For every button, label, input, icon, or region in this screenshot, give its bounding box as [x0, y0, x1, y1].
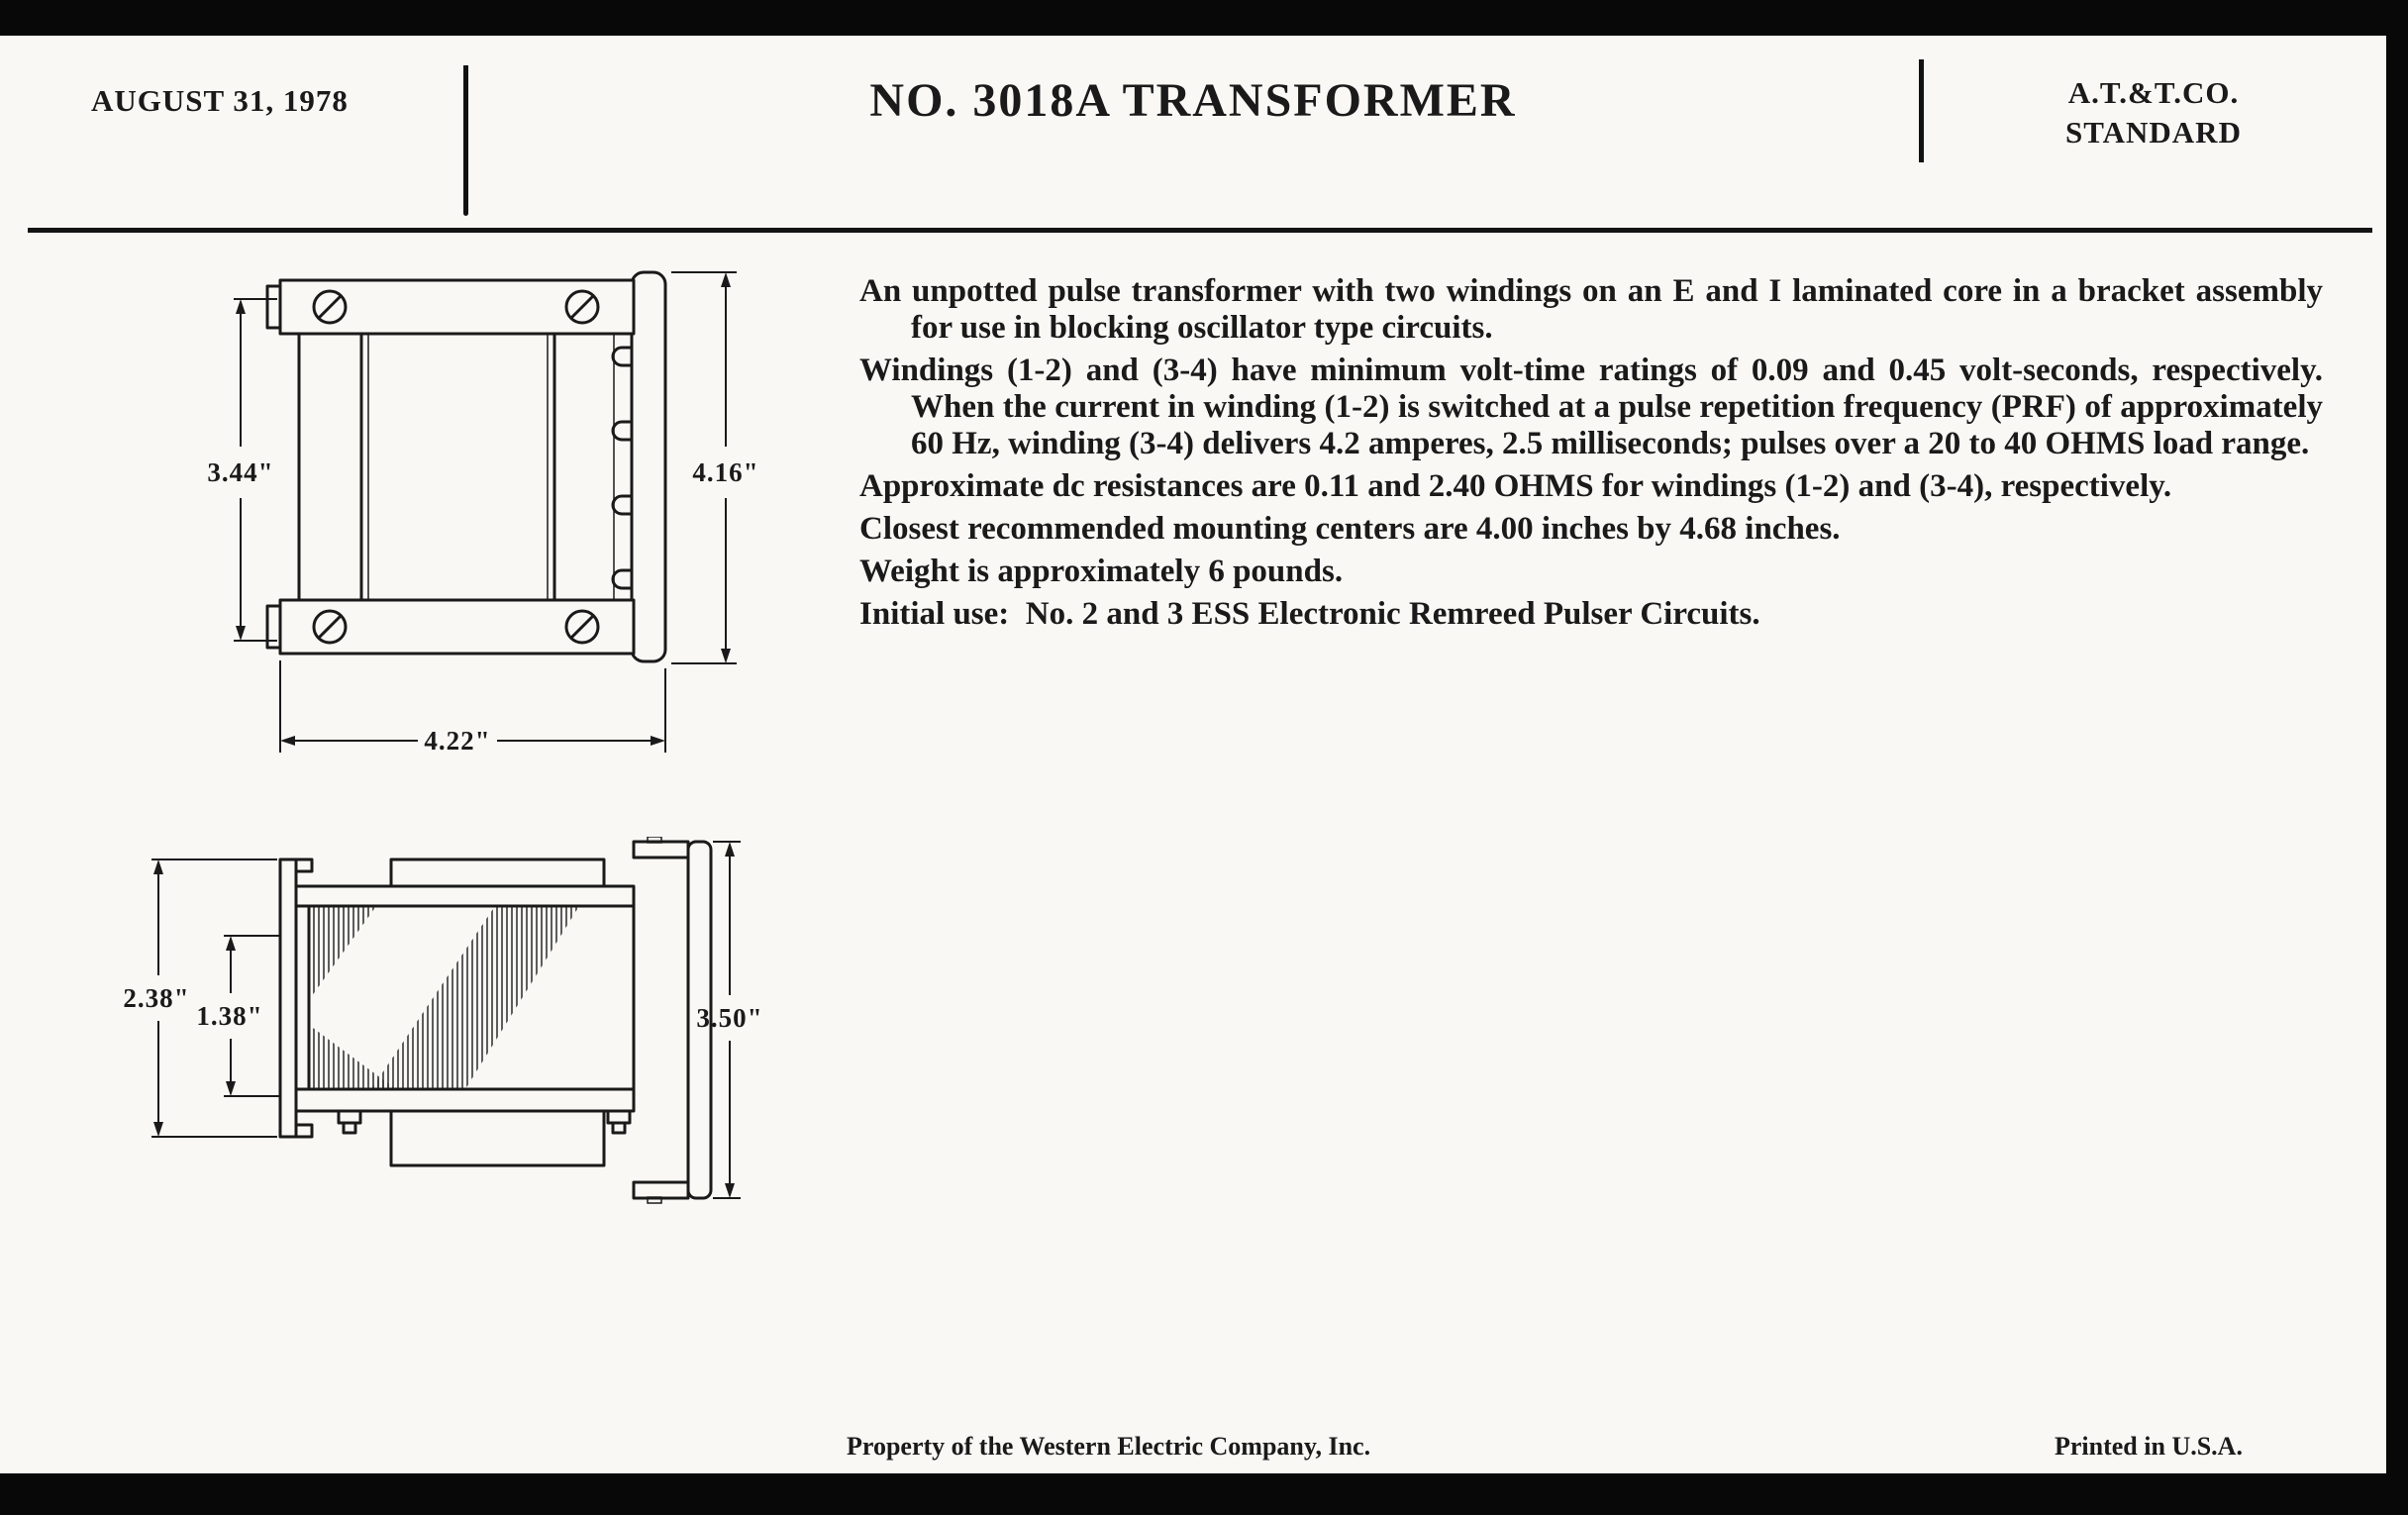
front-top-ear — [267, 286, 280, 328]
side-view-drawing — [79, 837, 792, 1218]
dimension-3-50 — [696, 842, 762, 1198]
body-paragraph-mounting: Closest recommended mounting centers are 4.00 inches by 4.68 inches. — [859, 511, 1841, 547]
terminal-lugs — [613, 348, 632, 588]
core-window — [361, 334, 554, 600]
winding-hatch — [309, 906, 579, 1089]
body-paragraph-description: An unpotted pulse transformer with two windings on an E and I laminated core in a bracket assembly for use in blocking oscillator type circuits. — [859, 273, 2323, 346]
front-view-drawing — [149, 252, 792, 782]
dimension-4-22 — [280, 660, 665, 756]
scan-edge-top — [0, 0, 2408, 36]
description-block — [859, 273, 2323, 639]
scan-edge-right — [2386, 0, 2408, 1515]
header-divider-left — [463, 65, 468, 216]
dim-label-4-16: 4.16" — [692, 457, 759, 487]
organization-name: A.T.&T.CO. — [2067, 75, 2240, 110]
organization-subtitle: STANDARD — [2065, 115, 2242, 151]
body-paragraph-windings: Windings (1-2) and (3-4) have minimum volt-time ratings of 0.09 and 0.45 volt-seconds, respectively. When the current in winding (1-2) is switched at a pulse repetition frequency (PRF) of approximately 60 Hz, winding (3-4) delivers 4.2 amperes, 2.5 milliseconds; pulses over a 20 to 40 OHMS load range. — [859, 353, 2323, 461]
scan-edge-bottom — [0, 1473, 2408, 1515]
bottom-plate — [296, 1089, 634, 1111]
dim-label-3-50: 3.50" — [696, 1003, 763, 1033]
printed-notice: Printed in U.S.A. — [2055, 1432, 2243, 1461]
body-paragraph-initial-use: Initial use: No. 2 and 3 ESS Electronic Remreed Pulser Circuits. — [859, 596, 1760, 632]
page-title: NO. 3018A TRANSFORMER — [869, 74, 1517, 127]
body-paragraph-weight: Weight is approximately 6 pounds. — [859, 554, 1344, 589]
dimension-4-16 — [671, 272, 759, 663]
dim-label-4-22: 4.22" — [424, 726, 491, 756]
core-top-block — [391, 859, 604, 886]
header-divider-right — [1919, 59, 1924, 162]
body-paragraph-resistances: Approximate dc resistances are 0.11 and 2.40 OHMS for windings (1-2) and (3-4), respectively. — [859, 468, 2172, 504]
terminal-bolts — [339, 1111, 630, 1133]
organization-block — [2000, 73, 2307, 153]
dimension-1-38 — [196, 936, 280, 1096]
core-bottom-block — [391, 1111, 604, 1165]
issue-date: AUGUST 31, 1978 — [91, 83, 349, 118]
dim-label-2-38: 2.38" — [123, 983, 190, 1013]
top-plate — [296, 886, 634, 906]
dimension-3-44 — [207, 299, 277, 641]
property-notice: Property of the Western Electric Company, Inc. — [847, 1432, 1371, 1461]
dim-label-1-38: 1.38" — [196, 1001, 263, 1031]
dim-label-3-44: 3.44" — [207, 457, 274, 487]
header-rule — [28, 228, 2372, 233]
front-right-flange — [632, 272, 665, 661]
